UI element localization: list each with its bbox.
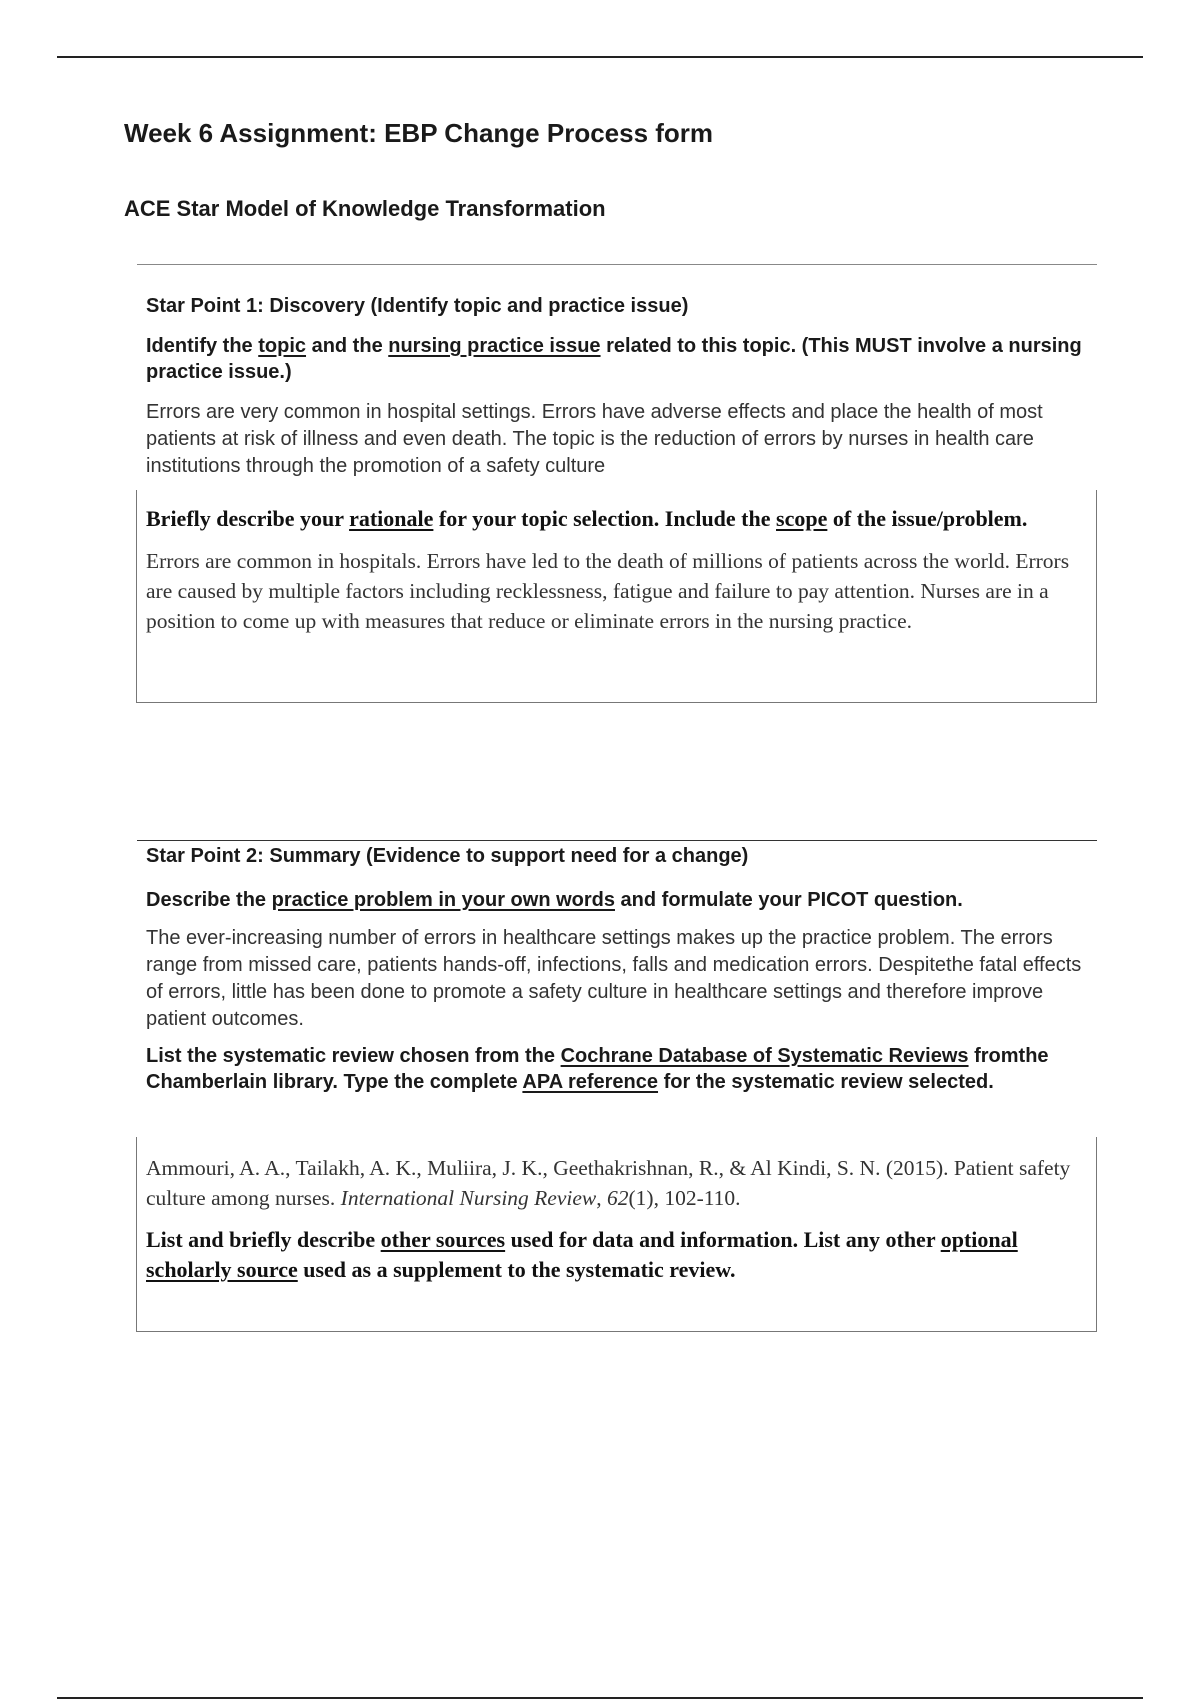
- page-bottom-rule: [57, 1697, 1143, 1699]
- star-point-1-heading: Star Point 1: Discovery (Identify topic and practice issue): [146, 295, 689, 317]
- apa-reference: Ammouri, A. A., Tailakh, A. K., Muliira, J. K., Geethakrishnan, R., & Al Kindi, S. N. (2015). Patient safety culture among nurses. International Nursing Review, 62(1), 102-110.: [146, 1156, 1071, 1210]
- page-top-rule: [57, 56, 1143, 58]
- star-point-2-heading: Star Point 2: Summary (Evidence to support need for a change): [146, 845, 749, 867]
- page-subtitle: ACE Star Model of Knowledge Transformation: [124, 196, 606, 221]
- rationale-box: [136, 490, 1097, 703]
- section-divider: [137, 264, 1097, 265]
- section-divider: [137, 840, 1097, 841]
- systematic-review-prompt: List the systematic review chosen from the Cochrane Database of Systematic Reviews fromthe Chamberlain library. Type the complete APA reference for the systematic review selected.: [146, 1045, 1049, 1093]
- rationale-prompt: Briefly describe your rationale for your topic selection. Include the scope of the issue/problem.: [146, 506, 1028, 531]
- practice-problem-prompt: Describe the practice problem in your own words and formulate your PICOT question.: [146, 889, 963, 911]
- practice-problem-answer: The ever-increasing number of errors in healthcare settings makes up the practice problem. The errors range from missed care, patients hands-off, infections, falls and medication errors. Despitethe fatal effects of errors, little has been done to promote a safety culture in healthcare settings and therefore improve patient outcomes.: [146, 927, 1082, 1030]
- topic-prompt: Identify the topic and the nursing practice issue related to this topic. (This MUST involve a nursing practice issue.): [146, 335, 1082, 383]
- star-point-2-section: [146, 843, 1096, 1095]
- topic-answer: Errors are very common in hospital settings. Errors have adverse effects and place the health of most patients at risk of illness and even death. The topic is the reduction of errors by nurses in health care institutions through the promotion of a safety culture: [146, 401, 1043, 477]
- other-sources-prompt: List and briefly describe other sources used for data and information. List any other optional scholarly source used as a supplement to the systematic review.: [146, 1227, 1018, 1282]
- reference-box: [136, 1137, 1097, 1332]
- page-title: Week 6 Assignment: EBP Change Process form: [124, 118, 714, 148]
- rationale-answer: Errors are common in hospitals. Errors have led to the death of millions of patients across the world. Errors are caused by multiple factors including recklessness, fatigue and failure to pay attention. Nurses are in a position to come up with measures that reduce or eliminate errors in the nursing practice.: [146, 549, 1070, 633]
- star-point-1-section: [146, 293, 1096, 480]
